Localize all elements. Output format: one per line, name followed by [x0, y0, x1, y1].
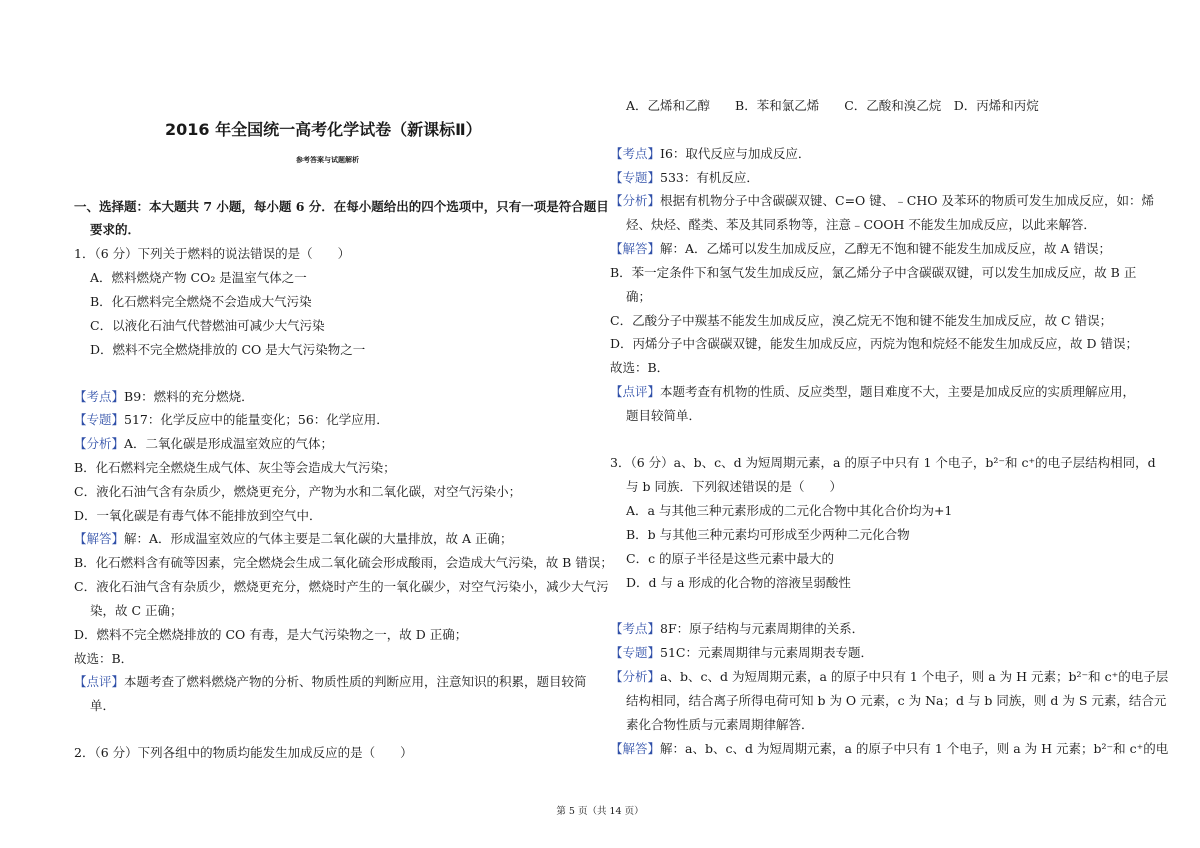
q2-options: A．乙烯和乙醇 B．苯和氯乙烯 C．乙酸和溴乙烷 D．丙烯和丙烷	[626, 98, 1039, 113]
fenxi-tag: 【分析】	[74, 436, 125, 451]
kaodian-text: 8F：原子结构与元素周期律的关系．	[660, 621, 865, 636]
q1-dianping2: 单．	[90, 698, 116, 713]
q1-kaodian	[74, 389, 254, 405]
q1-fenxi-d: D．一氧化碳是有毒气体不能排放到空气中．	[74, 508, 322, 523]
dianping-tag: 【点评】	[610, 384, 661, 399]
page-title: 2016 年全国统一高考化学试卷（新课标Ⅱ）	[165, 120, 482, 139]
q2-zhuanti	[610, 170, 759, 186]
q1-fenxi	[74, 436, 333, 452]
q2-answer: 故选：B．	[610, 360, 670, 375]
zhuanti-text: 533：有机反应．	[660, 170, 759, 185]
zhuanti-tag: 【专题】	[610, 170, 661, 185]
kaodian-text: B9：燃料的充分燃烧．	[124, 389, 254, 404]
jieda-tag: 【解答】	[74, 531, 125, 546]
q3-fenxi2: 结构相同，结合离子所得电荷可知 b 为 O 元素，c 为 Na；d 与 b 同族，则 d 为 S 元素，结合元	[626, 693, 1167, 708]
q3-option-d: D．d 与 a 形成的化合物的溶液呈弱酸性	[626, 575, 851, 590]
q3-stem: 3．（6 分）a、b、c、d 为短周期元素，a 的原子中只有 1 个电子，b²⁻和 c⁺的电子层结构相同，d	[610, 455, 1156, 470]
q1-option-d: D．燃料不完全燃烧排放的 CO 是大气污染物之一	[90, 342, 366, 357]
q1-jieda-c: C．液化石油气含有杂质少，燃烧更充分，燃烧时产生的一氧化碳少，对空气污染小，减少大气污	[74, 579, 609, 594]
q1-option-b: B．化石燃料完全燃烧不会造成大气污染	[90, 294, 312, 309]
q2-dianping2: 题目较简单．	[626, 408, 702, 423]
q1-option-a: A．燃料燃烧产物 CO₂ 是温室气体之一	[90, 270, 307, 285]
fenxi-text: 根据有机物分子中含碳碳双键、C=O 键、﹣CHO 及苯环的物质可发生加成反应，如：烯	[660, 193, 1154, 208]
zhuanti-tag: 【专题】	[610, 645, 661, 660]
fenxi-text: A．二氧化碳是形成温室效应的气体；	[124, 436, 334, 451]
section-heading-cont: 要求的．	[90, 222, 141, 237]
q1-jieda-d: D．燃料不完全燃烧排放的 CO 有毒，是大气污染物之一，故 D 正确；	[74, 627, 468, 642]
q2-kaodian	[610, 146, 810, 162]
q3-option-b: B．b 与其他三种元素均可形成至少两种二元化合物	[626, 527, 910, 542]
dianping-text: 本题考查了燃料燃烧产物的分析、物质性质的判断应用，注意知识的积累，题目较简	[124, 674, 587, 689]
q2-fenxi2: 烃、炔烃、醛类、苯及其同系物等，注意﹣COOH 不能发生加成反应，以此来解答．	[626, 217, 1096, 232]
q2-stem: 2．（6 分）下列各组中的物质均能发生加成反应的是（ ）	[74, 745, 413, 760]
fenxi-text: a、b、c、d 为短周期元素，a 的原子中只有 1 个电子，则 a 为 H 元素；b²⁻和 c⁺的电子层	[660, 669, 1169, 684]
fenxi-tag: 【分析】	[610, 193, 661, 208]
zhuanti-tag: 【专题】	[74, 412, 125, 427]
q1-option-c: C．以液化石油气代替燃油可减少大气污染	[90, 318, 325, 333]
q3-fenxi	[610, 669, 1168, 685]
q2-fenxi	[610, 193, 1154, 209]
q1-dianping	[74, 674, 587, 690]
q3-stem2: 与 b 同族．下列叙述错误的是（ ）	[626, 479, 842, 494]
kaodian-tag: 【考点】	[74, 389, 125, 404]
jieda-text: 解：A．形成温室效应的气体主要是二氧化碳的大量排放，故 A 正确；	[124, 531, 513, 546]
q3-kaodian	[610, 621, 864, 637]
q2-jieda-c: C．乙酸分子中羰基不能发生加成反应，溴乙烷无不饱和键不能发生加成反应，故 C 错误；	[610, 313, 1113, 328]
dianping-tag: 【点评】	[74, 674, 125, 689]
page-footer: 第 5 页（共 14 页）	[556, 806, 644, 817]
q2-jieda	[610, 241, 1111, 257]
kaodian-tag: 【考点】	[610, 146, 661, 161]
page-subtitle: 参考答案与试题解析	[296, 155, 359, 164]
q1-answer: 故选：B．	[74, 651, 134, 666]
jieda-text: 解：a、b、c、d 为短周期元素，a 的原子中只有 1 个电子，则 a 为 H 元素；b²⁻和 c⁺的电	[660, 741, 1169, 756]
q3-fenxi3: 素化合物性质与元素周期律解答．	[626, 717, 814, 732]
q1-fenxi-c: C．液化石油气含有杂质少，燃烧更充分，产物为水和二氧化碳，对空气污染小；	[74, 484, 522, 499]
jieda-text: 解：A．乙烯可以发生加成反应，乙醇无不饱和键不能发生加成反应，故 A 错误；	[660, 241, 1112, 256]
q3-option-a: A．a 与其他三种元素形成的二元化合物中其化合价均为+1	[626, 503, 953, 518]
q3-zhuanti	[610, 645, 873, 661]
jieda-tag: 【解答】	[610, 741, 661, 756]
q1-jieda-b: B．化石燃料含有硫等因素，完全燃烧会生成二氧化硫会形成酸雨，会造成大气污染，故 B 错误；	[74, 555, 613, 570]
q3-option-c: C．c 的原子半径是这些元素中最大的	[626, 551, 835, 566]
fenxi-tag: 【分析】	[610, 669, 661, 684]
jieda-tag: 【解答】	[610, 241, 661, 256]
q2-jieda-d: D．丙烯分子中含碳碳双键，能发生加成反应，丙烷为饱和烷烃不能发生加成反应，故 D 错误；	[610, 336, 1138, 351]
q2-jieda-b: B．苯一定条件下和氢气发生加成反应，氯乙烯分子中含碳碳双键，可以发生加成反应，故 B 正	[610, 265, 1137, 280]
q1-jieda	[74, 531, 513, 547]
q2-jieda-b2: 确；	[626, 289, 652, 304]
dianping-text: 本题考查有机物的性质、反应类型，题目难度不大，主要是加成反应的实质理解应用，	[660, 384, 1136, 399]
q1-stem: 1．（6 分）下列关于燃料的说法错误的是（ ）	[74, 246, 351, 261]
kaodian-tag: 【考点】	[610, 621, 661, 636]
q1-zhuanti	[74, 412, 389, 428]
q3-jieda	[610, 741, 1168, 757]
q1-fenxi-b: B．化石燃料完全燃烧生成气体、灰尘等会造成大气污染；	[74, 460, 396, 475]
section-heading: 一、选择题：本大题共 7 小题，每小题 6 分．在每小题给出的四个选项中，只有一项是符合题目	[74, 199, 609, 214]
zhuanti-text: 51C：元素周期律与元素周期表专题．	[660, 645, 873, 660]
q1-jieda-c2: 染，故 C 正确；	[90, 603, 183, 618]
q2-dianping	[610, 384, 1135, 400]
kaodian-text: I6：取代反应与加成反应．	[660, 146, 811, 161]
zhuanti-text: 517：化学反应中的能量变化；56：化学应用．	[124, 412, 389, 427]
